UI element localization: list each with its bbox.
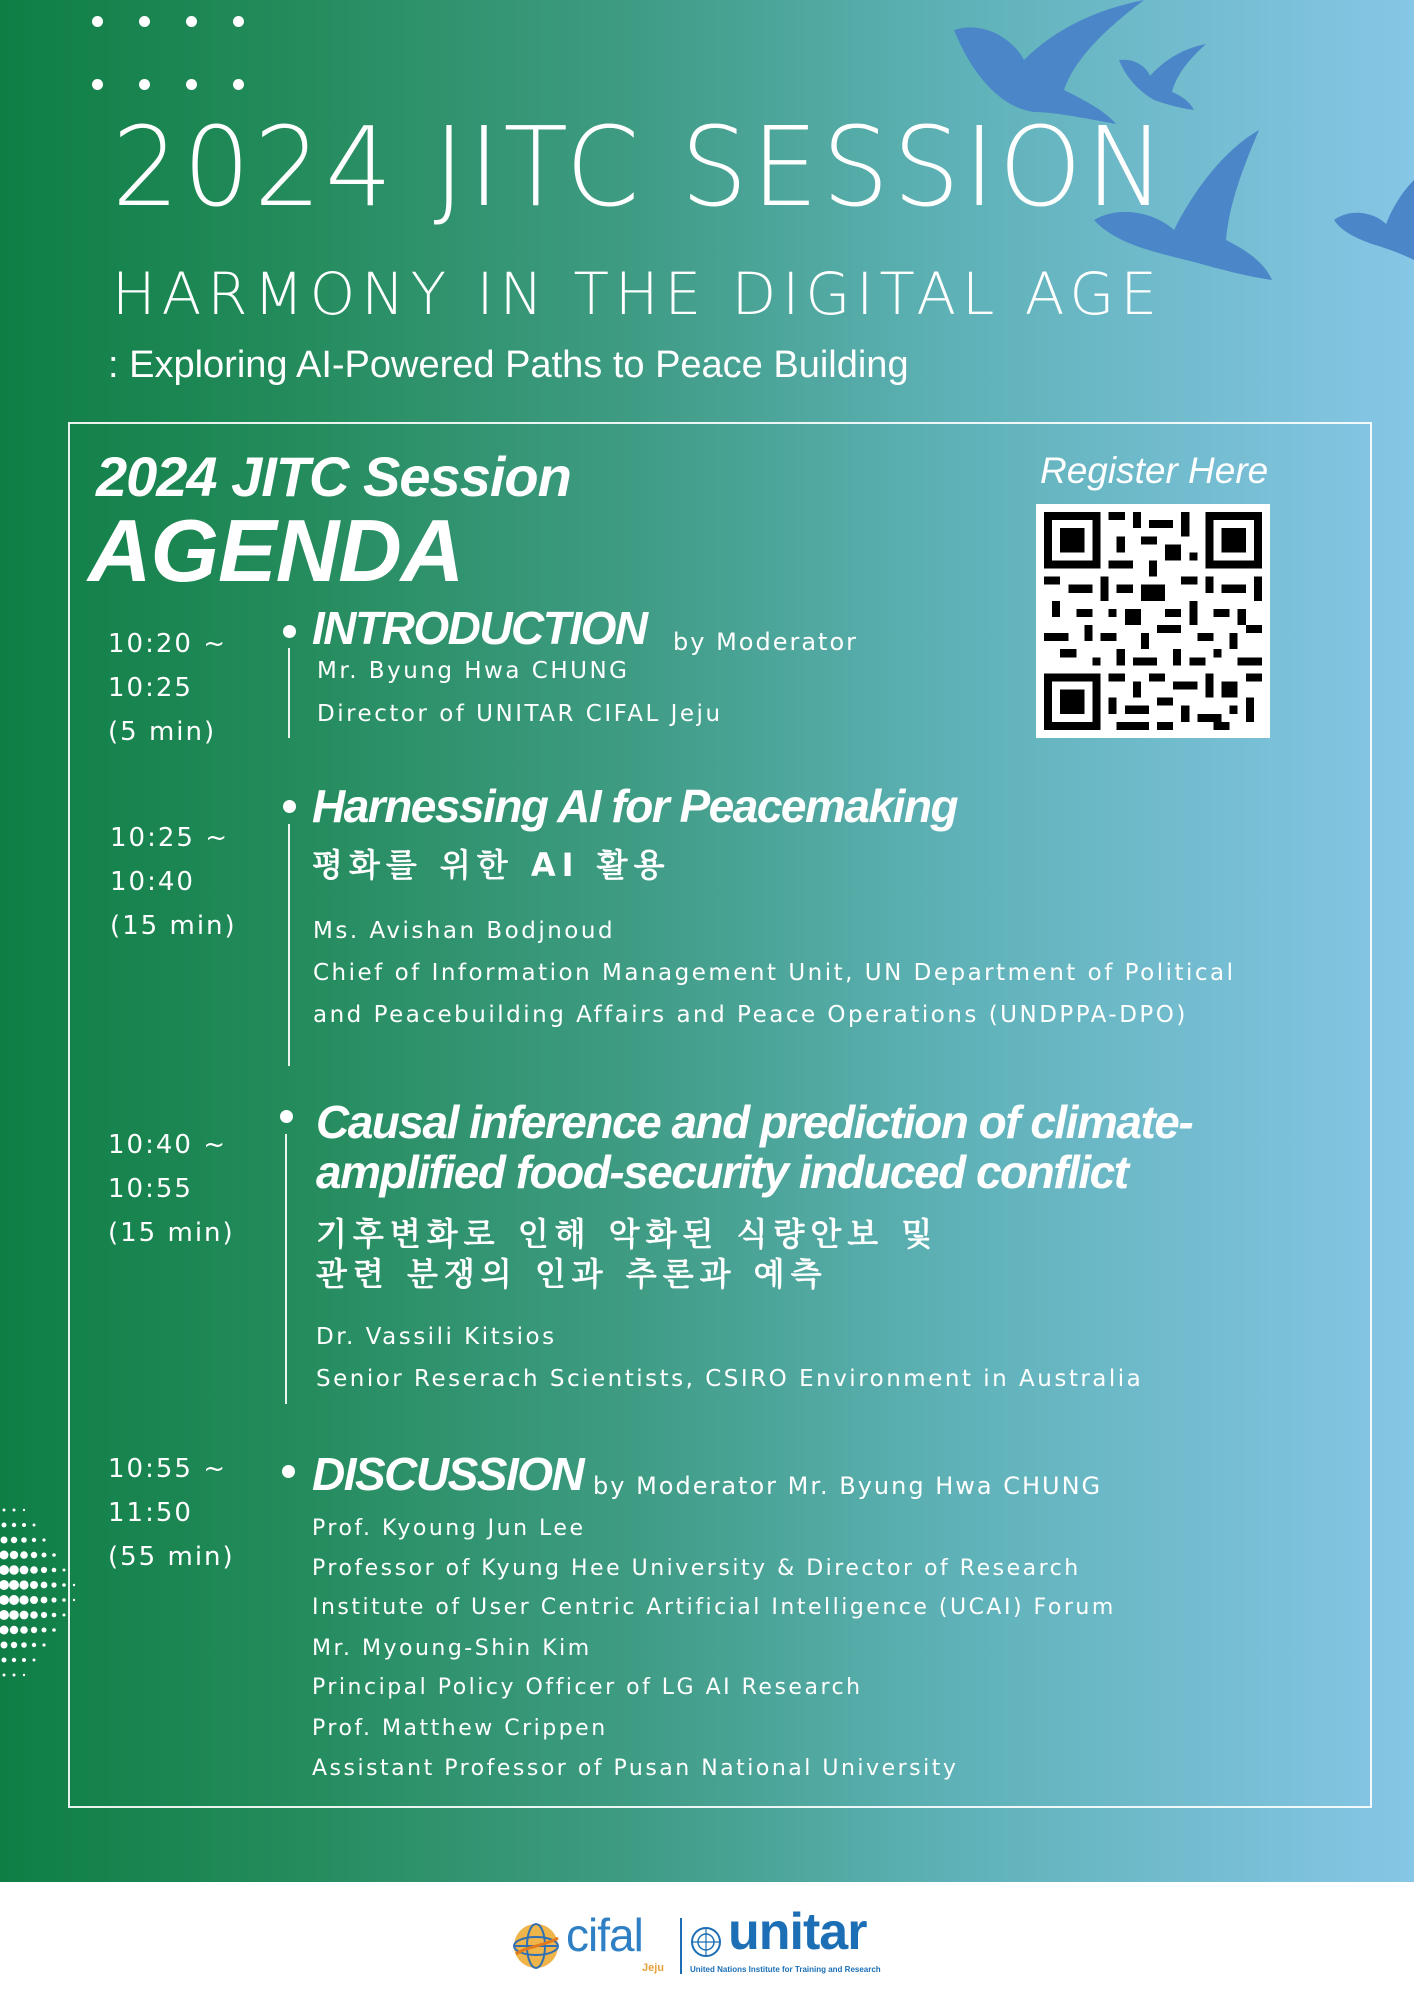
speaker-title: Director of UNITAR CIFAL Jeju <box>317 701 723 727</box>
register-label: Register Here <box>1040 450 1269 491</box>
footer <box>0 1882 1414 2000</box>
time-slot: 10:55 ~ 11:50 (55 min) <box>108 1454 235 1572</box>
bullet-icon <box>283 800 296 813</box>
speaker-title: Institute of User Centric Artificial Intelligence (UCAI) Forum <box>312 1595 1116 1620</box>
bullet-icon <box>282 1465 295 1478</box>
speaker-title: Professor of Kyung Hee University & Director of Research <box>312 1556 1081 1581</box>
time-slot: 10:20 ~ 10:25 (5 min) <box>108 629 227 747</box>
cifal-logo-text: cifal <box>566 1909 643 1961</box>
dot-grid-decoration <box>92 16 262 96</box>
subtitle: HARMONY IN THE DIGITAL AGE <box>112 260 1164 328</box>
speaker-name: Prof. Matthew Crippen <box>312 1716 608 1741</box>
un-emblem-icon <box>690 1926 722 1958</box>
speaker-name: Mr. Myoung-Shin Kim <box>312 1636 592 1661</box>
time-slot: 10:25 ~ 10:40 (15 min) <box>110 823 237 941</box>
bullet-icon <box>283 625 296 638</box>
divider <box>288 824 290 1066</box>
speaker-title: and Peacebuilding Affairs and Peace Operations (UNDPPA-DPO) <box>313 1002 1188 1028</box>
tagline: : Exploring AI-Powered Paths to Peace Building <box>108 344 909 386</box>
cifal-logo-sub: Jeju <box>642 1962 665 1974</box>
item-title-korean: 기후변화로 인해 악화된 식량안보 및 관련 분쟁의 인과 추론과 예측 <box>316 1215 939 1293</box>
item-presenter-role: by Moderator Mr. Byung Hwa CHUNG <box>593 1472 1103 1500</box>
agenda-kicker: 2024 JITC Session <box>96 445 571 508</box>
speaker-name: Dr. Vassili Kitsios <box>316 1324 557 1350</box>
bird-icon <box>1119 44 1206 110</box>
agenda-title: AGENDA <box>88 501 464 600</box>
speaker-title: Principal Policy Officer of LG AI Research <box>312 1675 863 1700</box>
time-slot: 10:40 ~ 10:55 (15 min) <box>108 1130 235 1248</box>
main-title: 2024 JITC SESSION <box>112 103 1169 231</box>
item-presenter-role: by Moderator <box>673 628 858 656</box>
speaker-name: Prof. Kyoung Jun Lee <box>312 1516 586 1541</box>
speaker-name: Ms. Avishan Bodjnoud <box>313 918 616 944</box>
globe-icon <box>510 1920 562 1972</box>
item-title: INTRODUCTION <box>312 602 647 654</box>
item-title-korean: 평화를 위한 AI 활용 <box>312 846 671 884</box>
item-title: Harnessing AI for Peacemaking <box>312 780 958 832</box>
speaker-name: Mr. Byung Hwa CHUNG <box>317 658 630 684</box>
unitar-logo-text: unitar <box>728 1903 867 1961</box>
unitar-logo-sub: United Nations Institute for Training and Research <box>690 1965 881 1974</box>
logo-divider <box>680 1918 682 1974</box>
qr-code-icon[interactable] <box>1036 504 1270 738</box>
speaker-title: Chief of Information Management Unit, UN Department of Political <box>313 960 1236 986</box>
item-title: Causal inference and prediction of climate- amplified food-security induced conflict <box>316 1096 1193 1198</box>
bullet-icon <box>280 1110 293 1123</box>
speaker-title: Senior Reserach Scientists, CSIRO Environment in Australia <box>316 1366 1144 1392</box>
divider <box>288 648 290 738</box>
item-title: DISCUSSION <box>312 1448 584 1500</box>
bird-icon <box>1334 180 1414 260</box>
speaker-title: Assistant Professor of Pusan National University <box>312 1756 959 1781</box>
divider <box>285 1134 287 1404</box>
